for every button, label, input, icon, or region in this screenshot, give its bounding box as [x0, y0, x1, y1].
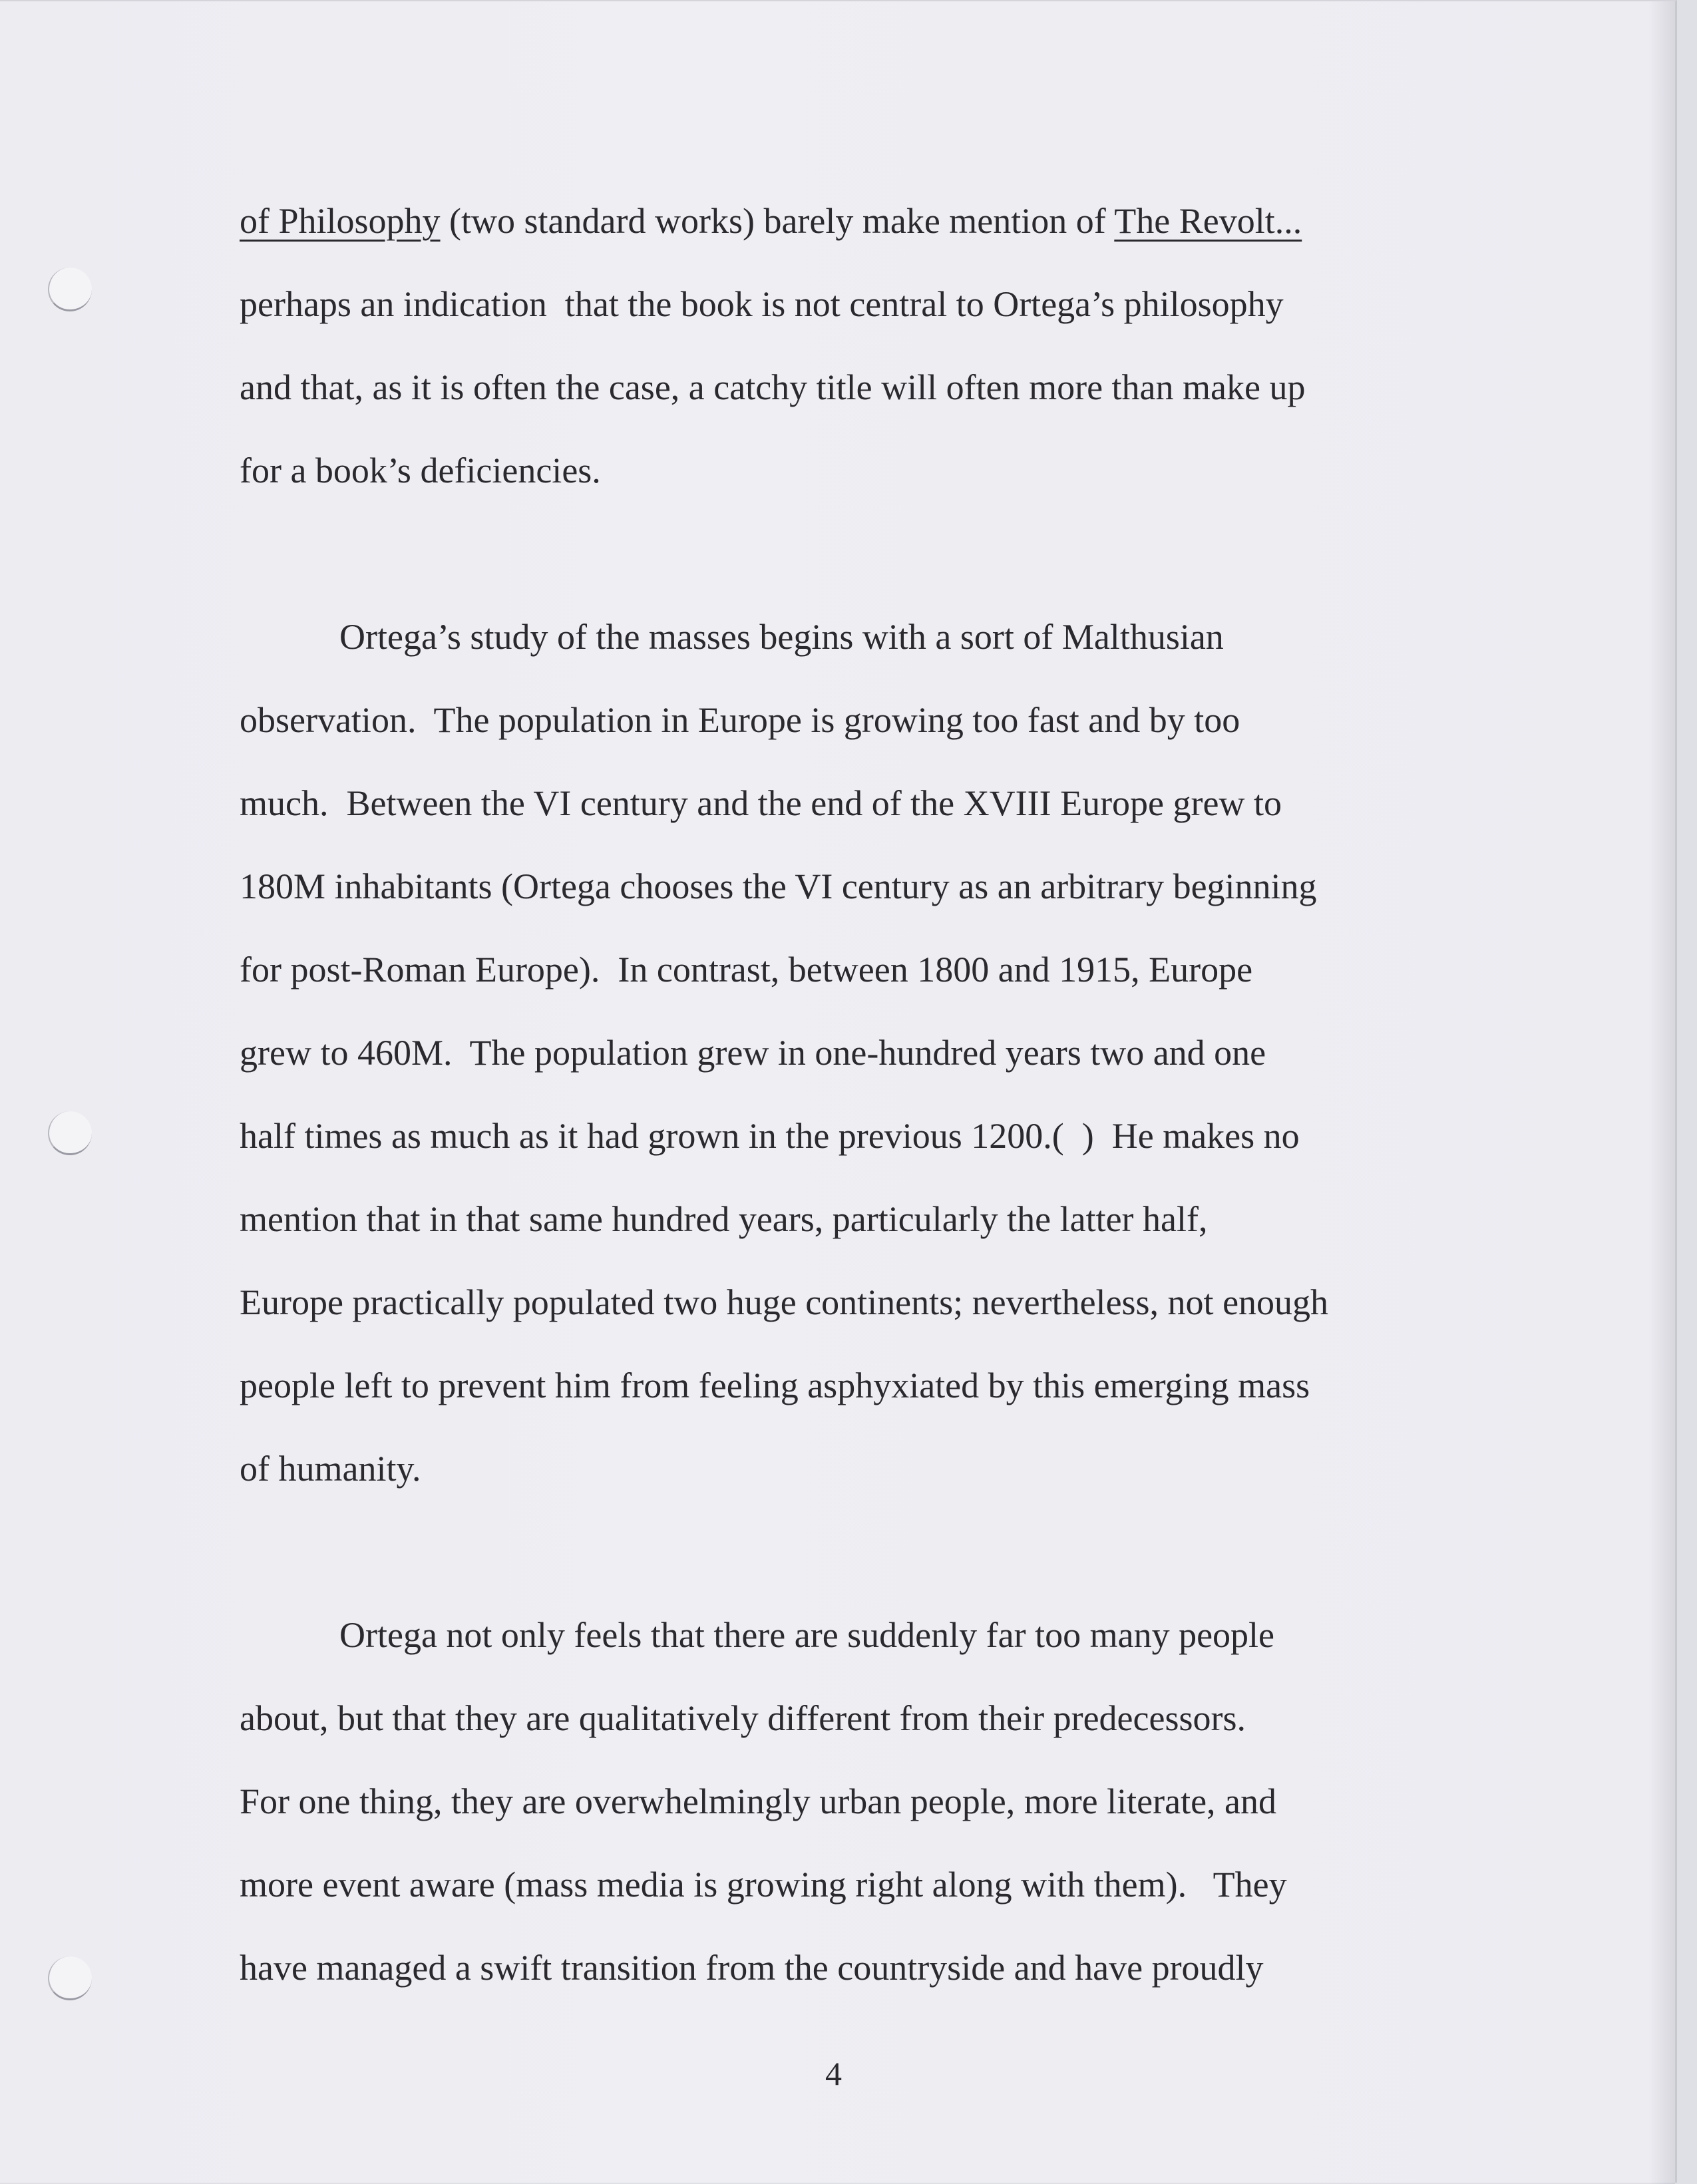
binder-hole-middle	[48, 1111, 92, 1155]
text-line: 180M inhabitants (Ortega chooses the VI century as an arbitrary beginning	[240, 866, 1317, 906]
book-title-philosophy: of Philosophy	[240, 201, 441, 241]
text-line: of humanity.	[240, 1449, 421, 1489]
text-line: For one thing, they are overwhelmingly urban people, more literate, and	[240, 1781, 1277, 1821]
text-line: Ortega not only feels that there are suddenly far too many people	[339, 1615, 1275, 1655]
text-line: observation. The population in Europe is growing too fast and by too	[240, 700, 1240, 740]
page-number: 4	[825, 2055, 842, 2092]
text-line: mention that in that same hundred years, particularly the latter half,	[240, 1199, 1208, 1239]
paragraph-gap	[240, 1525, 1437, 1608]
text-line: have managed a swift transition from the countryside and have proudly	[240, 1948, 1264, 1988]
text-line: people left to prevent him from feeling asphyxiated by this emerging mass	[240, 1365, 1310, 1405]
body-text	[240, 194, 1437, 2024]
text-line: Ortega’s study of the masses begins with a sort of Malthusian	[339, 617, 1224, 657]
text-run: (two standard works) barely make mention of	[440, 201, 1115, 241]
binder-hole-bottom	[48, 1956, 92, 2000]
text-line: Europe practically populated two huge continents; nevertheless, not enough	[240, 1282, 1329, 1322]
text-line: much. Between the VI century and the end of the XVIII Europe grew to	[240, 783, 1282, 823]
text-line: and that, as it is often the case, a catchy title will often more than make up	[240, 367, 1306, 407]
text-line: about, but that they are qualitatively different from their predecessors.	[240, 1698, 1246, 1738]
book-title-revolt: The Revolt...	[1114, 201, 1302, 241]
binder-hole-top	[48, 268, 92, 311]
text-line: for a book’s deficiencies.	[240, 451, 601, 490]
paragraph-gap	[240, 527, 1437, 610]
text-line: for post-Roman Europe). In contrast, between 1800 and 1915, Europe	[240, 950, 1253, 990]
text-line: perhaps an indication that the book is not central to Ortega’s philosophy	[240, 284, 1284, 324]
text-line: half times as much as it had grown in the previous 1200.( ) He makes no	[240, 1116, 1300, 1156]
text-line: grew to 460M. The population grew in one-hundred years two and one	[240, 1033, 1266, 1073]
page-edge-shadow	[1648, 1, 1675, 2184]
text-line: more event aware (mass media is growing right along with them). They	[240, 1865, 1287, 1905]
text-line	[240, 194, 1437, 277]
